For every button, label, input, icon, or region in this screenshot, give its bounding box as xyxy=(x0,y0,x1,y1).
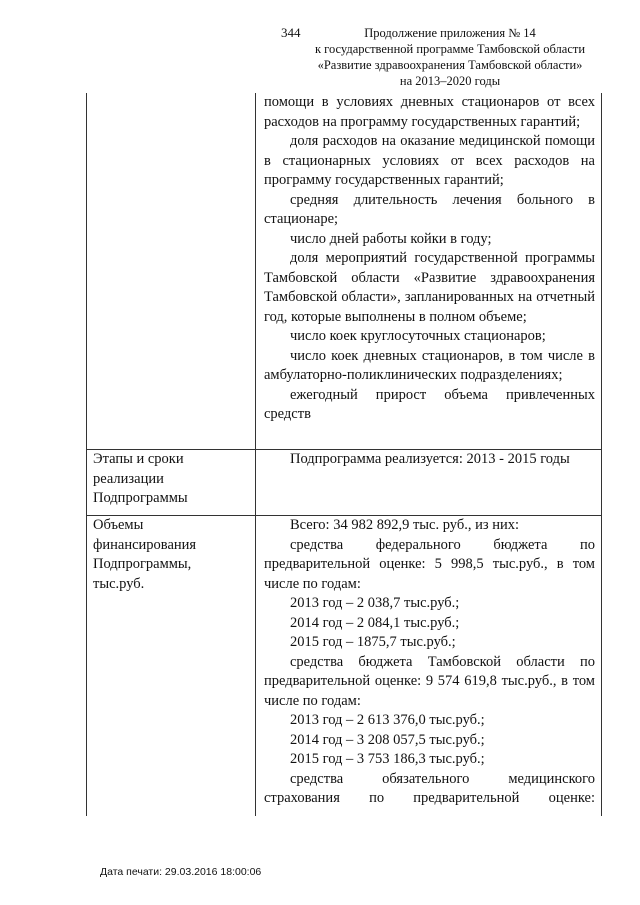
indicator-text: средняя длительность лечения больного в стационаре; xyxy=(264,191,595,227)
regional-years-list xyxy=(264,711,595,770)
row-label-line: Подпрограммы xyxy=(93,490,188,506)
header-line: к государственной программе Тамбовской области xyxy=(314,42,586,56)
funding-year-item: 2013 год – 2 038,7 тыс.руб.; xyxy=(290,595,460,611)
row-label-cell xyxy=(87,516,256,817)
row-label-line: тыс.руб. xyxy=(93,575,145,592)
period-cell xyxy=(256,450,602,516)
row-label-cell xyxy=(87,450,256,516)
passport-table xyxy=(86,93,602,816)
funding-federal: средства федерального бюджета по предварительной оценке: 5 998,5 тыс.руб., в том числе по годам: xyxy=(264,536,595,592)
indicator-text: число коек дневных стационаров, в том числе в амбулаторно-поликлинических подразделениях; xyxy=(264,347,595,383)
funding-year-item: 2014 год – 2 084,1 тыс.руб.; xyxy=(290,614,460,631)
indicator-text: доля мероприятий государственной программы Тамбовской области «Развитие здравоохранения Тамбовской области», запланированных на отчетный год, которые выполнены в полном объеме; xyxy=(264,250,595,325)
indicator-text: число коек круглосуточных стационаров; xyxy=(290,328,546,344)
funding-year-item: 2014 год – 3 208 057,5 тыс.руб.; xyxy=(290,731,485,748)
indicator-text: число дней работы койки в году; xyxy=(290,230,492,247)
row-label-line: Этапы и сроки xyxy=(93,451,184,467)
row-label-cell xyxy=(87,93,256,450)
header-line: на 2013–2020 годы xyxy=(399,74,501,88)
funding-year-item: 2015 год – 3 753 186,3 тыс.руб.; xyxy=(290,751,485,767)
funding-total: Всего: 34 982 892,9 тыс. руб., из них: xyxy=(290,517,520,533)
header-line: Продолжение приложения № 14 xyxy=(364,26,536,40)
indicator-text: ежегодный прирост объема привлеченных средств xyxy=(264,386,595,422)
indicators-cell xyxy=(256,93,602,450)
print-date: Дата печати: 29.03.2016 18:00:06 xyxy=(100,866,262,878)
row-label-line: Подпрограммы, xyxy=(93,556,192,572)
row-label-line: Объемы xyxy=(93,517,144,533)
row-label-line: реализации xyxy=(93,470,164,487)
funding-cell xyxy=(256,516,602,817)
header-line: «Развитие здравоохранения Тамбовской области» xyxy=(317,58,583,72)
table-row xyxy=(87,450,602,516)
funding-regional: средства бюджета Тамбовской области по предварительной оценке: 9 574 619,8 тыс.руб., в том числе по годам: xyxy=(264,653,595,709)
indicator-text: помощи в условиях дневных стационаров от всех расходов на программу государственных гарантий; xyxy=(264,94,595,130)
federal-years-list xyxy=(264,594,595,653)
indicator-text: доля расходов на оказание медицинской помощи в стационарных условиях от всех расходов на программу государственных гарантий; xyxy=(264,133,595,188)
appendix-header xyxy=(300,25,600,89)
row-label-line: финансирования xyxy=(93,536,197,553)
funding-year-item: 2015 год – 1875,7 тыс.руб.; xyxy=(290,634,456,650)
funding-insurance: средства обязательного медицинского страхования по предварительной оценке: xyxy=(264,770,595,806)
table-row xyxy=(87,516,602,817)
funding-year-item: 2013 год – 2 613 376,0 тыс.руб.; xyxy=(290,712,485,728)
period-text: Подпрограмма реализуется: 2013 - 2015 годы xyxy=(290,451,570,467)
page-number: 344 xyxy=(281,25,301,40)
table-row xyxy=(87,93,602,450)
